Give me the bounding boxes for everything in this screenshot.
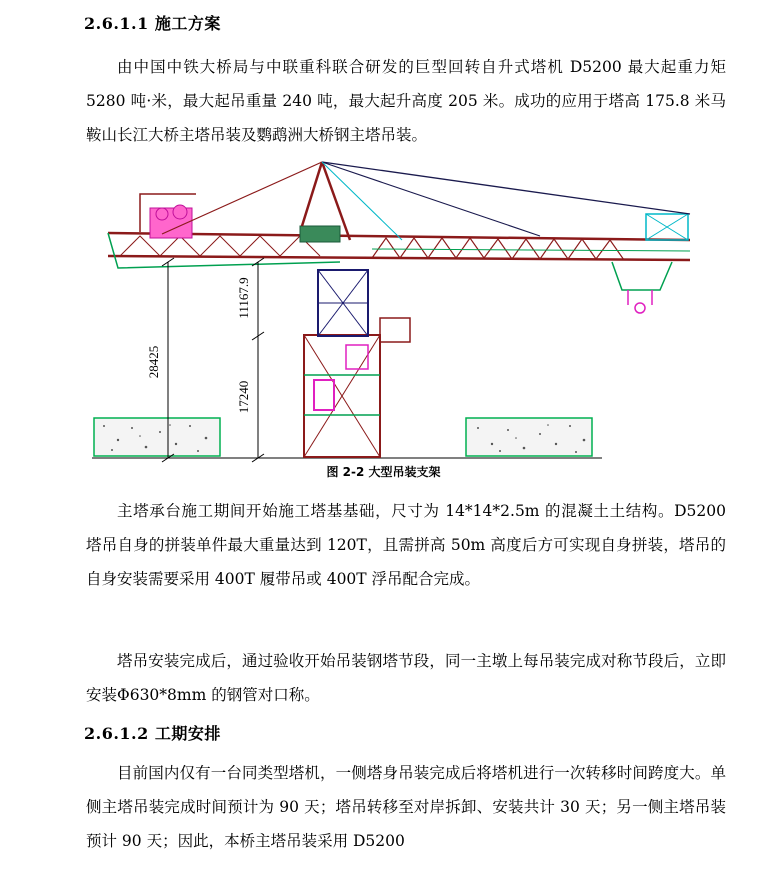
section-heading-schedule: 2.6.1.2 工期安排 <box>84 724 221 743</box>
dim-label-upper: 11167.9 <box>236 277 251 319</box>
crane-figure <box>0 150 767 470</box>
paragraph-schedule: 目前国内仅有一台同类型塔机，一侧塔身吊装完成后将塔机进行一次转移时间跨度大。单侧主塔吊装完成时间预计为 90 天；塔吊转移至对岸拆卸、安装共计 30 天；另一侧主塔吊装预计 90 天；因此，本桥主塔吊装采用 D5200 <box>86 764 726 850</box>
crane-jib <box>108 214 690 313</box>
foundation-block-right <box>466 418 592 456</box>
dimension-upper <box>252 258 264 462</box>
dim-label-lower: 17240 <box>236 380 251 414</box>
dim-label-total: 28425 <box>146 345 161 379</box>
paragraph-foundation: 主塔承台施工期间开始施工塔基基础，尺寸为 14*14*2.5m 的混凝土土结构。D5200 塔吊自身的拼装单件最大重量达到 120T，且需拼高 50m 高度后方可实现自身拼装，塔吊的自身安装需要采用 400T 履带吊或 400T 浮吊配合完成。 <box>86 502 726 588</box>
winch-house <box>300 226 340 242</box>
crane-a-frame <box>162 162 690 240</box>
section-heading-construction-plan: 2.6.1.1 施工方案 <box>84 14 221 33</box>
figure-caption: 图 2-2 大型吊装支架 <box>326 465 441 479</box>
paragraph-crane-intro: 由中国中铁大桥局与中联重科联合研发的巨型回转自升式塔机 D5200 最大起重力矩 5280 吨·米，最大起吊重量 240 吨，最大起升高度 205 米。成功的应用于塔高 175.8 米马鞍山长江大桥主塔吊装及鹦鹉洲大桥钢主塔吊装。 <box>86 58 726 144</box>
paragraph-installation: 塔吊安装完成后，通过验收开始吊装钢塔节段，同一主墩上每吊装完成对称节段后，立即安装Φ630*8mm 的钢管对口称。 <box>86 652 726 704</box>
crane-tower <box>304 270 410 457</box>
